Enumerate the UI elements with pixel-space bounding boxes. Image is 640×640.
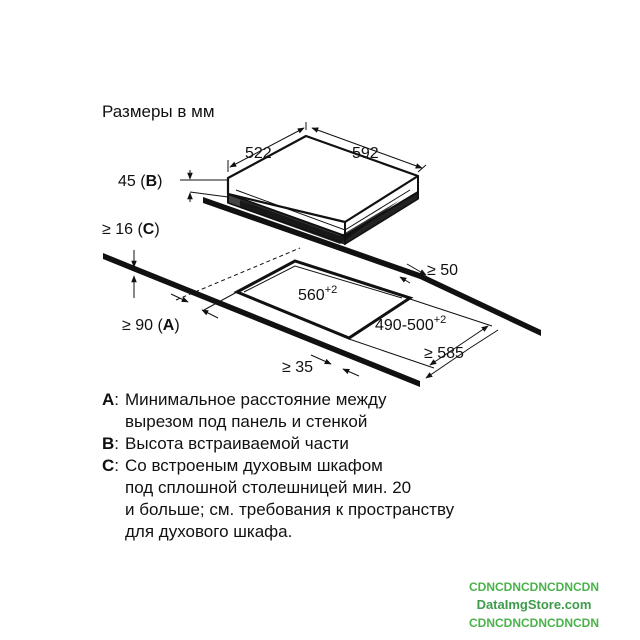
dim-90-a	[122, 292, 237, 334]
legend-text-a-line2: вырезом под панель и стенкой	[125, 412, 368, 431]
dim-490-tolerance: +2	[433, 314, 447, 326]
dim-592-label: 592	[352, 145, 379, 162]
legend-key-c: C	[102, 456, 115, 475]
worktop-back-edge	[420, 273, 541, 336]
watermark-site: DataImgStore.com	[476, 597, 592, 612]
dim-585	[424, 320, 505, 378]
legend-text-c-line3: и больше; см. требования к пространству	[125, 500, 455, 519]
dim-16-label: ≥ 16 (	[102, 221, 143, 238]
dim-45-b	[118, 170, 228, 202]
legend-text-c-line2: под сплошной столешницей мин. 20	[125, 478, 412, 497]
dim-522-label: 522	[245, 145, 272, 162]
dim-50-label: ≥ 50	[427, 262, 459, 279]
dim-45-label: 45 (	[118, 173, 146, 190]
svg-text:≥ 16 (C): ≥ 16 (C)	[102, 221, 160, 238]
dim-45-key: B	[145, 173, 158, 190]
legend-key-a: A	[102, 390, 115, 409]
watermark-bottom: CDNCDNCDNCDNCDN	[469, 616, 599, 630]
legend-item-c: C : Со встроеным духовым шкафом под сплошной столешницей мин. 20 и больше; см. требования к пространству для духового шкафа.	[102, 456, 455, 541]
legend-text-c-line1: Со встроеным духовым шкафом	[125, 456, 383, 475]
legend-item-b: B : Высота встраиваемой части	[102, 434, 349, 453]
watermark	[458, 578, 610, 632]
diagram-title: Размеры в мм	[102, 102, 215, 121]
legend-text-a-line1: Минимальное расстояние между	[125, 390, 387, 409]
legend	[102, 389, 454, 543]
svg-text:490-500+2	[375, 314, 446, 334]
dim-585-label: ≥ 585	[424, 345, 464, 362]
legend-key-b: B	[102, 434, 115, 453]
dim-16-key: C	[142, 221, 155, 238]
dim-490-label: 490-500	[375, 317, 434, 334]
dim-90-label: ≥ 90 (	[122, 317, 163, 334]
legend-item-a: A : Минимальное расстояние между вырезом под панель и стенкой	[102, 390, 387, 431]
svg-text:≥ 90 (A): ≥ 90 (A)	[122, 317, 180, 334]
dim-560-label: 560	[298, 287, 325, 304]
legend-text-c-line4: для духового шкафа.	[125, 522, 293, 541]
dim-35-label: ≥ 35	[282, 359, 314, 376]
dim-90-key: A	[162, 317, 175, 334]
dim-560-tolerance: +2	[324, 284, 338, 296]
svg-text:45 (B): 45 (B)	[118, 173, 163, 190]
legend-text-b-line1: Высота встраиваемой части	[125, 434, 349, 453]
watermark-top: CDNCDNCDNCDNCDN	[469, 580, 599, 594]
